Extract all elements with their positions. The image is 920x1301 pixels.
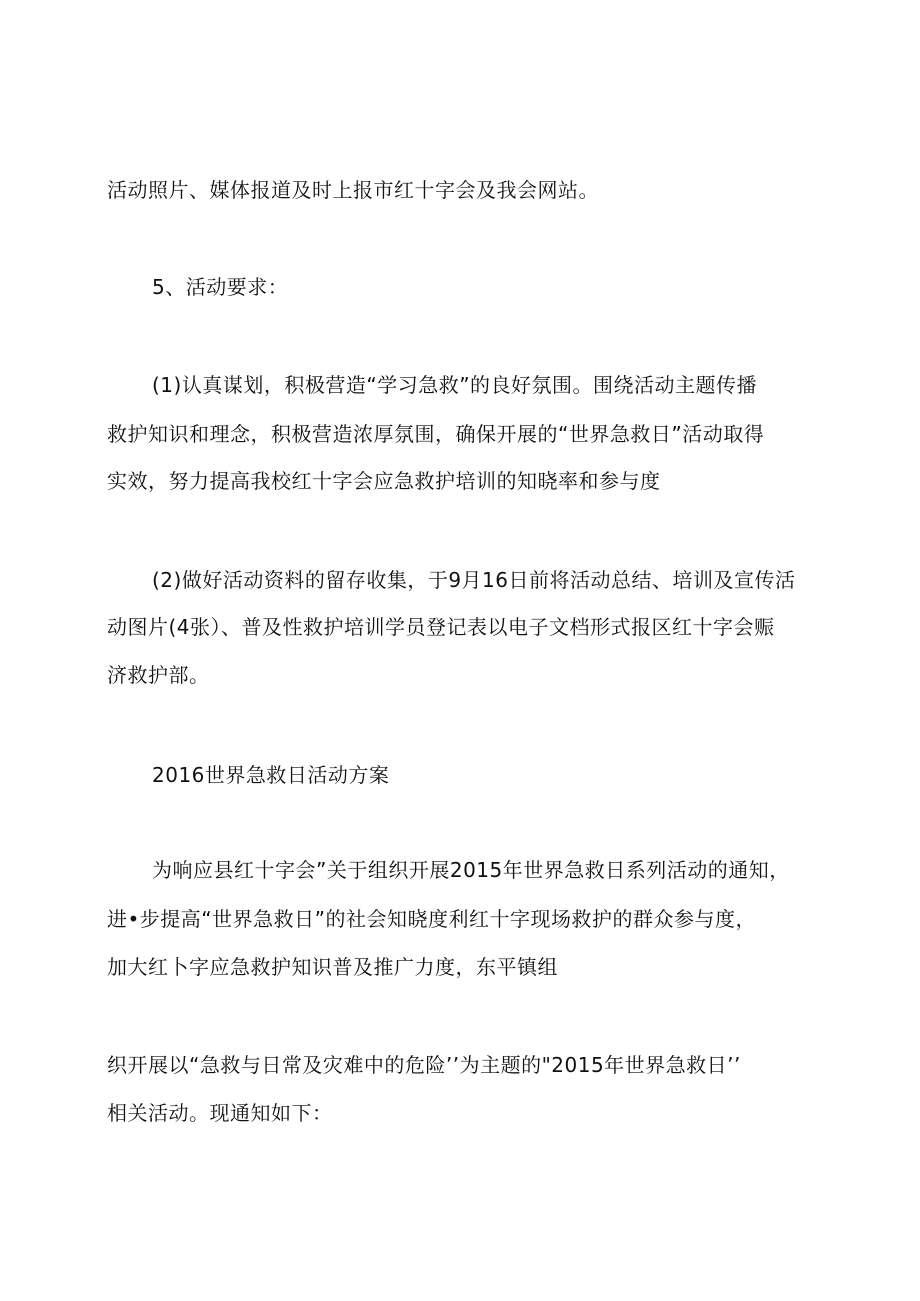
- paragraph-line: 动图片(4张）、普及性救护培训学员登记表以电子文档形式报区红十字会赈: [107, 615, 775, 639]
- paragraph-line: 救护知识和理念，积极营造浓厚氛围，确保开展的“世界急救日”活动取得: [107, 422, 765, 446]
- section-heading: 5、活动要求：: [152, 275, 289, 299]
- paragraph-line: 相关活动。现通知如下：: [107, 1101, 333, 1125]
- paragraph-line: (1)认真谋划，积极营造“学习急救”的良好氛围。围绕活动主题传播: [152, 373, 758, 397]
- paragraph-line: 织开展以“急救与日常及灾难中的危险’’为主题的"2015年世界急救日’’: [107, 1053, 741, 1077]
- paragraph-line: (2)做好活动资料的留存收集，于9月16日前将活动总结、培训及宣传活: [152, 568, 796, 592]
- paragraph-line: 活动照片、媒体报道及时上报市红十字会及我会网站。: [107, 178, 599, 202]
- paragraph-line: 进•步提高“世界急救日”的社会知晓度利红十字现场救护的群众参与度，: [107, 907, 757, 931]
- document-title: 2016世界急救日活动方案: [152, 763, 390, 787]
- paragraph-line: 加大红卜字应急救护知识普及推广力度，东平镇组: [107, 955, 558, 979]
- paragraph-line: 为响应县红十字会”关于组织开展2015年世界急救日系列活动的通知，: [152, 858, 790, 882]
- paragraph-line: 实效，努力提高我校红十字会应急救护培训的知晓率和参与度: [107, 469, 661, 493]
- paragraph-line: 济救护部。: [107, 663, 210, 687]
